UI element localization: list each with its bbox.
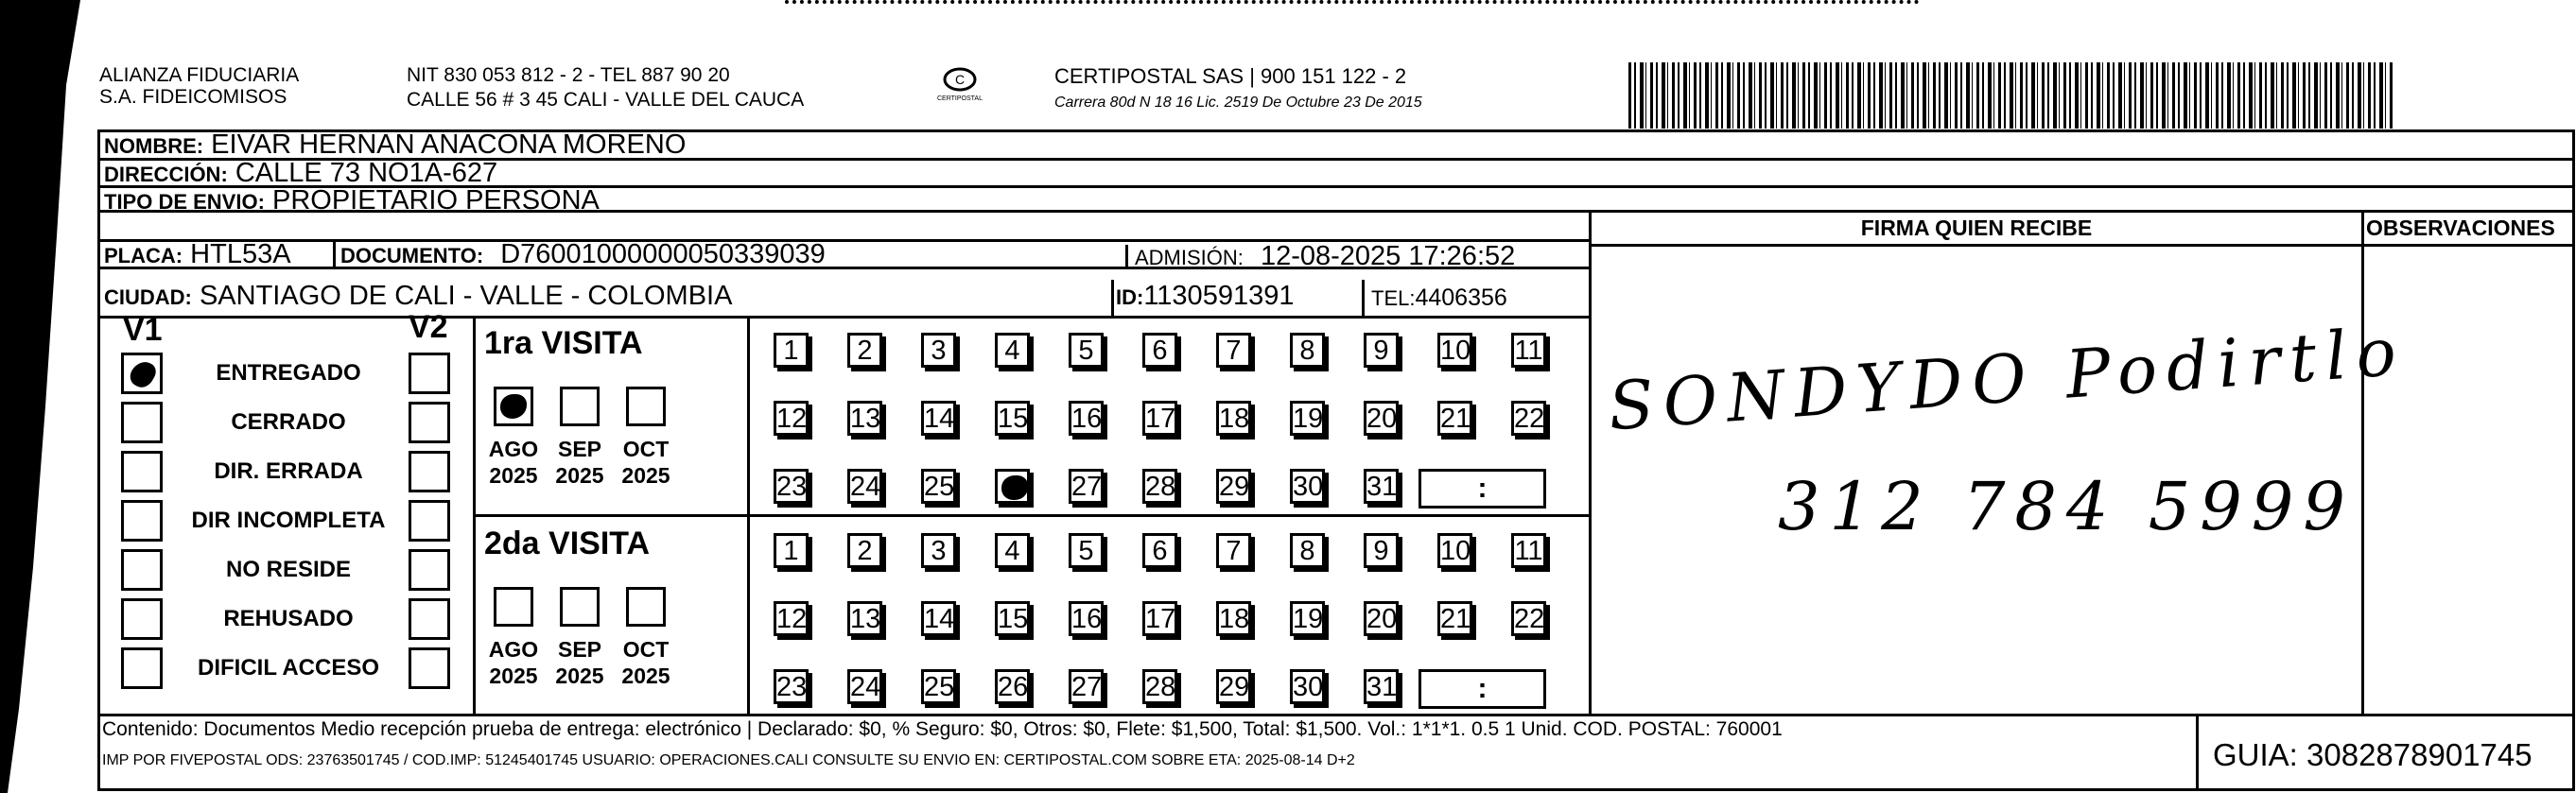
footer-contenido: Contenido: Documentos Medio recepción prueba de entrega: electrónico | Declarado: $0, % Seguro: $0, Otros: $0, Flete: $1,500, Total: $1,500. Vol.: 1*1*1. 0.5 1 Unid. COD. POSTAL: 760001 bbox=[102, 718, 1783, 740]
day-checkbox[interactable] bbox=[995, 469, 1030, 504]
month-checkbox[interactable] bbox=[494, 387, 533, 426]
status-label: DIFICIL ACCESO bbox=[197, 655, 379, 681]
nombre-label: NOMBRE: bbox=[104, 134, 204, 158]
id-field bbox=[1116, 282, 1294, 312]
direccion-value: CALLE 73 NO1A-627 bbox=[235, 158, 498, 188]
day-checkbox[interactable]: 31 bbox=[1364, 469, 1399, 504]
handwritten-receiver-phone: 312 784 5999 bbox=[1778, 468, 2355, 545]
firma-header: FIRMA QUIEN RECIBE bbox=[1860, 215, 2093, 240]
status-v1-checkbox[interactable] bbox=[121, 500, 163, 542]
day-checkbox[interactable]: 7 bbox=[1216, 533, 1251, 568]
placa-value: HTL53A bbox=[190, 239, 291, 269]
carrier-logo-text: CERTIPOSTAL bbox=[937, 95, 983, 102]
carrier-logo bbox=[931, 66, 988, 102]
day-checkbox[interactable]: 12 bbox=[774, 401, 809, 436]
month-checkbox[interactable] bbox=[626, 387, 666, 426]
day-checkbox[interactable]: 22 bbox=[1511, 401, 1546, 436]
carrier-name: CERTIPOSTAL SAS | 900 151 122 - 2 bbox=[1054, 64, 1407, 88]
status-label: CERRADO bbox=[231, 409, 346, 435]
day-checkbox[interactable]: 2 bbox=[847, 533, 882, 568]
status-label: NO RESIDE bbox=[225, 557, 352, 582]
day-checkbox[interactable]: 27 bbox=[1069, 469, 1104, 504]
nombre-row bbox=[104, 130, 686, 161]
checkmark-fill bbox=[500, 394, 527, 419]
documento-value: D76001000000050339039 bbox=[500, 239, 826, 269]
placa-label: PLACA: bbox=[104, 244, 183, 267]
status-v2-checkbox[interactable] bbox=[409, 353, 450, 394]
sender-nit: NIT 830 053 812 - 2 - TEL 887 90 20 bbox=[407, 64, 730, 86]
nombre-value: EIVAR HERNAN ANACONA MORENO bbox=[211, 129, 687, 160]
carrier-block bbox=[1054, 64, 1422, 112]
day-checkbox[interactable]: 16 bbox=[1069, 401, 1104, 436]
admision-value: 12-08-2025 17:26:52 bbox=[1260, 241, 1516, 271]
day-checkbox[interactable]: 8 bbox=[1290, 333, 1325, 368]
day-checkbox[interactable]: 24 bbox=[847, 469, 882, 504]
direccion-label: DIRECCIÓN: bbox=[104, 163, 228, 186]
day-checkbox[interactable]: 11 bbox=[1511, 333, 1546, 368]
v1-header: V1 bbox=[123, 312, 163, 348]
ciudad-value: SANTIAGO DE CALI - VALLE - COLOMBIA bbox=[199, 281, 733, 311]
status-v2-checkbox[interactable] bbox=[409, 402, 450, 443]
tipo-value: PROPIETARIO PERSONA bbox=[271, 185, 600, 215]
day-checkbox[interactable]: 26 bbox=[995, 669, 1030, 704]
day-checkbox[interactable]: 15 bbox=[995, 601, 1030, 636]
month-year-label: 2025 bbox=[555, 463, 604, 488]
day-checkbox[interactable]: 21 bbox=[1437, 401, 1472, 436]
time-field[interactable]: : bbox=[1419, 469, 1546, 509]
month-checkbox[interactable] bbox=[560, 587, 600, 627]
svg-text:C: C bbox=[954, 72, 966, 87]
day-checkbox[interactable]: 10 bbox=[1437, 333, 1472, 368]
tipo-row bbox=[104, 186, 600, 216]
day-checkbox[interactable]: 30 bbox=[1290, 469, 1325, 504]
day-checkbox[interactable]: 24 bbox=[847, 669, 882, 704]
day-checkbox[interactable]: 29 bbox=[1216, 669, 1251, 704]
day-checkbox[interactable]: 14 bbox=[921, 401, 956, 436]
carrier-license: Carrera 80d N 18 16 Lic. 2519 De Octubre 23 De 2015 bbox=[1054, 95, 1422, 111]
day-checkbox[interactable]: 30 bbox=[1290, 669, 1325, 704]
month-label: SEP bbox=[557, 437, 602, 461]
day-checkbox[interactable]: 7 bbox=[1216, 333, 1251, 368]
sender-block bbox=[99, 64, 299, 108]
tel-label: TEL: bbox=[1371, 286, 1416, 310]
month-checkbox[interactable] bbox=[626, 587, 666, 627]
id-value: 1130591391 bbox=[1143, 281, 1295, 311]
status-label: DIR INCOMPLETA bbox=[191, 508, 386, 533]
documento-field bbox=[340, 240, 826, 270]
carrier-logo-icon bbox=[941, 66, 979, 95]
day-checkbox[interactable]: 31 bbox=[1364, 669, 1399, 704]
day-checkbox[interactable]: 25 bbox=[921, 669, 956, 704]
status-v2-checkbox[interactable] bbox=[409, 451, 450, 492]
day-checkbox[interactable]: 6 bbox=[1142, 333, 1177, 368]
day-checkbox[interactable]: 19 bbox=[1290, 401, 1325, 436]
day-checkbox[interactable]: 28 bbox=[1142, 469, 1177, 504]
sender-nit-block bbox=[407, 64, 804, 111]
month-label: AGO bbox=[488, 437, 539, 461]
day-checkbox[interactable]: 17 bbox=[1142, 601, 1177, 636]
time-field[interactable]: : bbox=[1419, 669, 1546, 709]
status-v2-checkbox[interactable] bbox=[409, 500, 450, 542]
day-checkbox[interactable]: 3 bbox=[921, 333, 956, 368]
documento-label: DOCUMENTO: bbox=[340, 244, 484, 267]
day-checkbox[interactable]: 23 bbox=[774, 469, 809, 504]
day-checkbox[interactable]: 22 bbox=[1511, 601, 1546, 636]
day-checkbox[interactable]: 9 bbox=[1364, 333, 1399, 368]
day-checkbox[interactable]: 9 bbox=[1364, 533, 1399, 568]
status-v1-checkbox[interactable] bbox=[121, 353, 163, 394]
status-label: ENTREGADO bbox=[216, 360, 361, 386]
admision-label: ADMISIÓN: bbox=[1135, 246, 1244, 269]
status-v1-checkbox[interactable] bbox=[121, 402, 163, 443]
day-checkbox[interactable]: 10 bbox=[1437, 533, 1472, 568]
day-checkbox[interactable]: 18 bbox=[1216, 401, 1251, 436]
day-checkbox[interactable]: 1 bbox=[774, 333, 809, 368]
day-checkbox[interactable]: 28 bbox=[1142, 669, 1177, 704]
torn-edge bbox=[0, 0, 104, 793]
observaciones-header: OBSERVACIONES bbox=[2366, 215, 2555, 240]
day-checkbox[interactable]: 11 bbox=[1511, 533, 1546, 568]
status-v1-checkbox[interactable] bbox=[121, 598, 163, 640]
status-v2-checkbox[interactable] bbox=[409, 647, 450, 689]
handwritten-receiver-name: SONDYDO Podirtlo bbox=[1606, 312, 2409, 446]
status-label: REHUSADO bbox=[223, 606, 354, 631]
day-checkbox[interactable]: 17 bbox=[1142, 401, 1177, 436]
month-year-label: 2025 bbox=[621, 463, 670, 488]
month-label: SEP bbox=[557, 637, 602, 662]
status-label: DIR. ERRADA bbox=[214, 458, 363, 484]
tel-value: 4406356 bbox=[1415, 284, 1507, 311]
status-v2-checkbox[interactable] bbox=[409, 549, 450, 591]
status-v1-checkbox[interactable] bbox=[121, 647, 163, 689]
id-label: ID: bbox=[1116, 285, 1144, 309]
month-checkbox[interactable] bbox=[494, 587, 533, 627]
month-year-label: 2025 bbox=[621, 664, 670, 688]
day-checkbox[interactable]: 5 bbox=[1069, 333, 1104, 368]
admision-field bbox=[1135, 242, 1515, 272]
day-checkbox[interactable]: 4 bbox=[995, 333, 1030, 368]
day-checkbox[interactable]: 13 bbox=[847, 601, 882, 636]
day-checkbox[interactable]: 1 bbox=[774, 533, 809, 568]
day-checkbox[interactable]: 20 bbox=[1364, 401, 1399, 436]
footer-imp: IMP POR FIVEPOSTAL ODS: 23763501745 / COD.IMP: 51245401745 USUARIO: OPERACIONES.CALI CONSULTE SU ENVIO EN: CERTIPOSTAL.COM SOBRE ETA: 2025-08-14 D+2 bbox=[102, 752, 1355, 768]
month-year-label: 2025 bbox=[489, 463, 538, 488]
v2-header: V2 bbox=[409, 309, 448, 345]
day-checkbox[interactable]: 13 bbox=[847, 401, 882, 436]
sender-company-line1: ALIANZA FIDUCIARIA bbox=[99, 64, 300, 86]
day-checkbox[interactable]: 20 bbox=[1364, 601, 1399, 636]
day-checkbox[interactable]: 27 bbox=[1069, 669, 1104, 704]
sender-address: CALLE 56 # 3 45 CALI - VALLE DEL CAUCA bbox=[407, 89, 805, 111]
month-checkbox[interactable] bbox=[560, 387, 600, 426]
day-checkbox[interactable]: 14 bbox=[921, 601, 956, 636]
day-checkbox[interactable]: 12 bbox=[774, 601, 809, 636]
month-label: OCT bbox=[622, 437, 670, 461]
placa-field bbox=[104, 240, 291, 270]
day-checkbox[interactable]: 15 bbox=[995, 401, 1030, 436]
day-checkbox[interactable]: 4 bbox=[995, 533, 1030, 568]
guia-number: GUIA: 3082878901745 bbox=[2213, 737, 2532, 772]
status-v2-checkbox[interactable] bbox=[409, 598, 450, 640]
day-checkbox[interactable]: 21 bbox=[1437, 601, 1472, 636]
day-checkbox[interactable]: 25 bbox=[921, 469, 956, 504]
barcode bbox=[1628, 62, 2393, 129]
day-checkbox[interactable]: 18 bbox=[1216, 601, 1251, 636]
day-checkbox[interactable]: 23 bbox=[774, 669, 809, 704]
day-checkbox[interactable]: 3 bbox=[921, 533, 956, 568]
day-checkbox[interactable]: 16 bbox=[1069, 601, 1104, 636]
month-label: OCT bbox=[622, 637, 670, 662]
day-checkbox[interactable]: 2 bbox=[847, 333, 882, 368]
checkmark-fill bbox=[127, 357, 160, 391]
visit-title: 2da VISITA bbox=[484, 526, 651, 561]
day-checkbox[interactable]: 6 bbox=[1142, 533, 1177, 568]
month-label: AGO bbox=[488, 637, 539, 662]
tel-field bbox=[1371, 284, 1507, 313]
day-checkbox[interactable]: 5 bbox=[1069, 533, 1104, 568]
ciudad-label: CIUDAD: bbox=[104, 285, 192, 309]
visit-title: 1ra VISITA bbox=[484, 325, 643, 361]
day-checkbox[interactable]: 29 bbox=[1216, 469, 1251, 504]
status-v1-checkbox[interactable] bbox=[121, 549, 163, 591]
sender-company-line2: S.A. FIDEICOMISOS bbox=[99, 86, 287, 108]
tipo-label: TIPO DE ENVIO: bbox=[104, 190, 265, 214]
day-checkbox[interactable]: 8 bbox=[1290, 533, 1325, 568]
month-year-label: 2025 bbox=[489, 664, 538, 688]
ciudad-field bbox=[104, 282, 732, 312]
month-year-label: 2025 bbox=[555, 664, 604, 688]
day-checkbox[interactable]: 19 bbox=[1290, 601, 1325, 636]
status-v1-checkbox[interactable] bbox=[121, 451, 163, 492]
perforation-line bbox=[785, 0, 1920, 8]
